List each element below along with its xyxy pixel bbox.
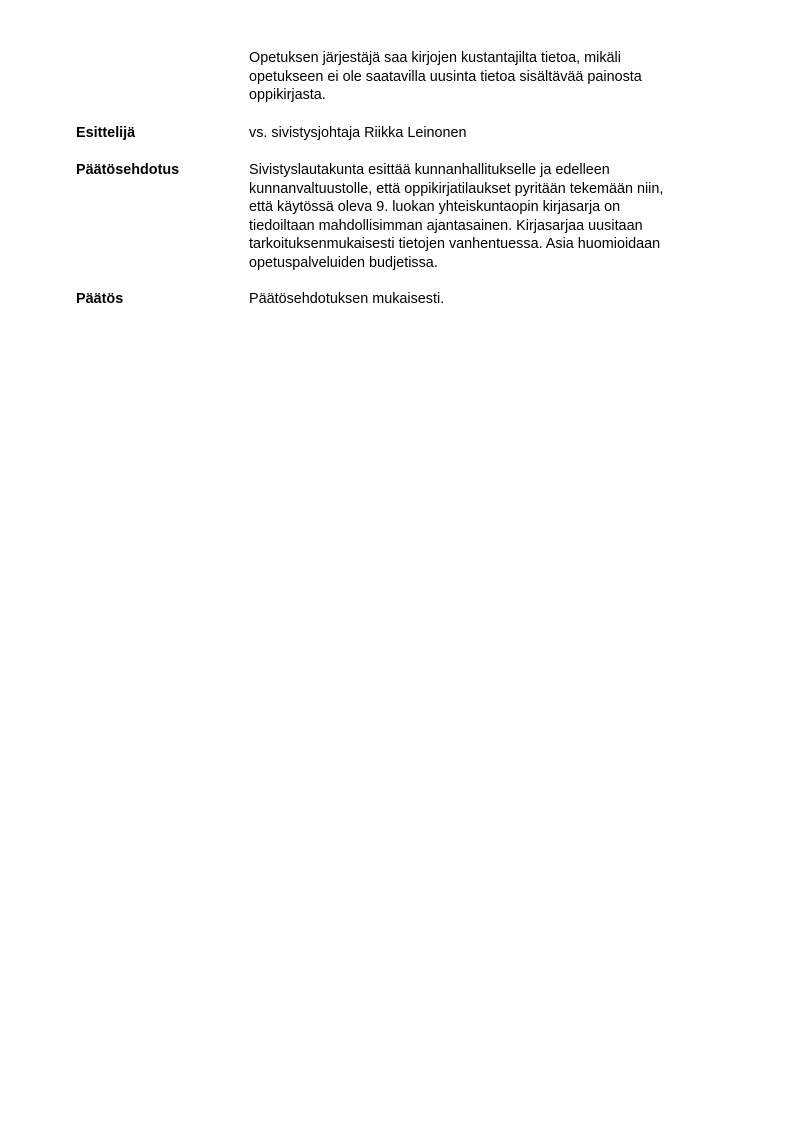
proposal-line: opetuspalveluiden budjetissa. (249, 254, 438, 271)
decision-value (249, 290, 729, 309)
presenter-value (249, 124, 729, 143)
proposal-line: Sivistyslautakunta esittää kunnanhallitukselle ja edelleen (249, 162, 610, 178)
proposal-line: tarkoituksenmukaisesti tietojen vanhentuessa. Asia huomioidaan (249, 236, 661, 252)
decision-text: Päätösehdotuksen mukaisesti. (249, 291, 445, 307)
intro-paragraph (249, 49, 729, 105)
presenter-text: vs. sivistysjohtaja Riikka Leinonen (249, 125, 467, 141)
proposal-line: kunnanvaltuustolle, että oppikirjatilaukset pyritään tekemään niin, (249, 180, 664, 197)
intro-line: oppikirjasta. (249, 87, 326, 103)
intro-line: Opetuksen järjestäjä saa kirjojen kustantajilta tietoa, mikäli (249, 50, 621, 66)
presenter-label: Esittelijä (76, 125, 136, 141)
proposal-line: tiedoiltaan mahdollisimman ajantasainen. Kirjasarjaa uusitaan (249, 217, 643, 234)
intro-line: opetukseen ei ole saatavilla uusinta tietoa sisältävää painosta (249, 68, 642, 85)
proposal-paragraph (249, 161, 729, 272)
proposal-label: Päätösehdotus (76, 162, 180, 178)
decision-label: Päätös (76, 291, 124, 307)
proposal-line: että käytössä oleva 9. luokan yhteiskuntaopin kirjasarja on (249, 199, 621, 215)
